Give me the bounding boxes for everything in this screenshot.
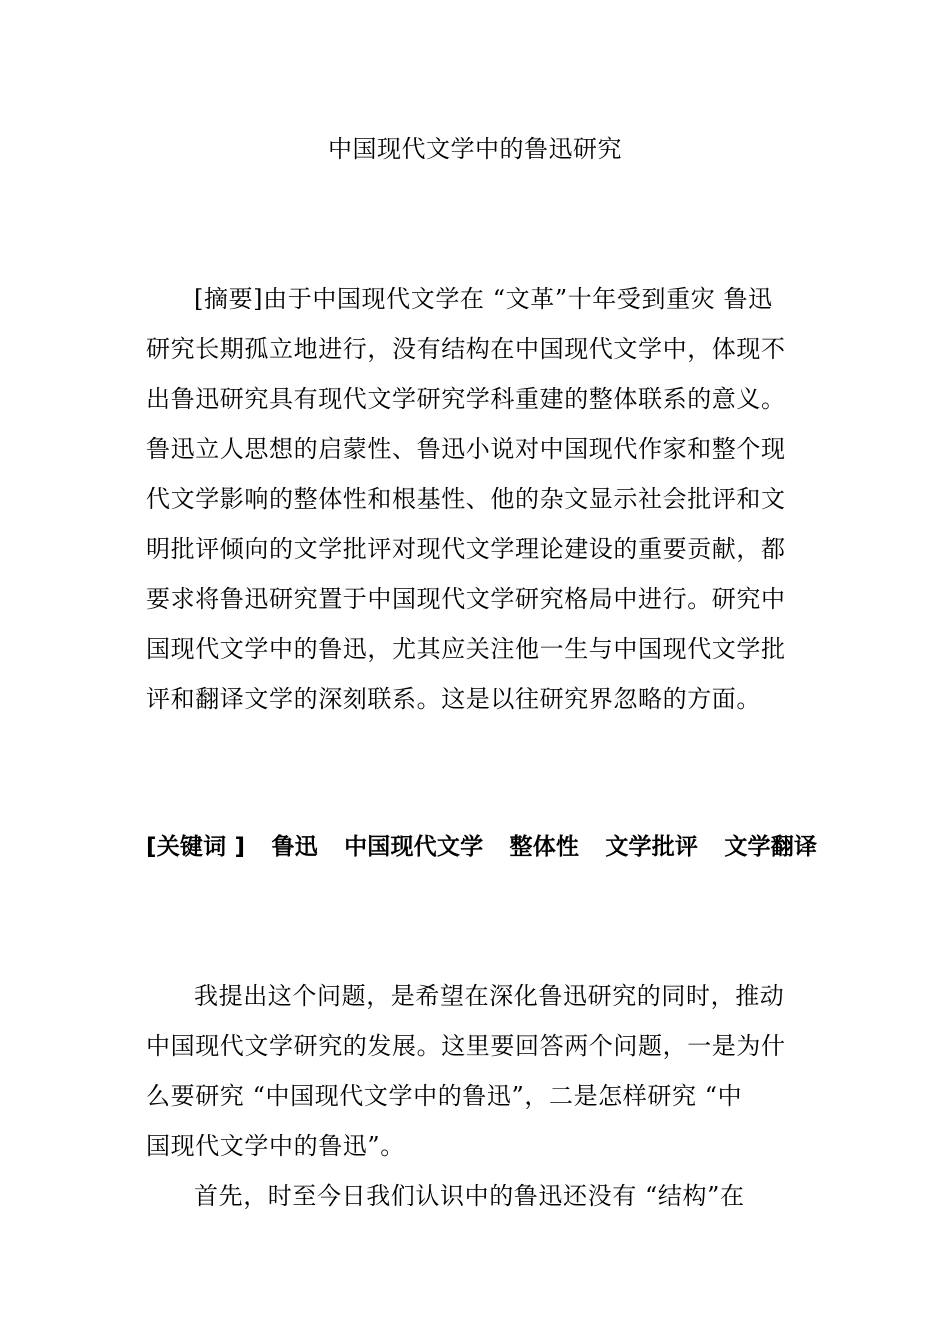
body-line: 国现代文学中的鲁迅”。: [146, 1132, 405, 1160]
abstract-line: 评和翻译文学的深刻联系。这是以往研究界忽略的方面。: [146, 685, 761, 713]
body-line: 首先，时至今日我们认识中的鲁迅还没有 “结构”在: [194, 1182, 745, 1210]
abstract-paragraph: [146, 274, 810, 724]
keyword: 中国现代文学: [344, 834, 484, 860]
keyword: 鲁迅: [271, 834, 318, 860]
abstract-line: 要求将鲁迅研究置于中国现代文学研究格局中进行。研究中: [146, 585, 786, 613]
body-line: 么要研究 “中国现代文学中的鲁迅”，二是怎样研究 “中: [146, 1082, 743, 1110]
abstract-line: 鲁迅立人思想的启蒙性、鲁迅小说对中国现代作家和整个现: [146, 435, 786, 463]
abstract-line: [摘要]由于中国现代文学在 “文革”十年受到重灾 鲁迅: [194, 285, 773, 313]
abstract-line: 研究长期孤立地进行，没有结构在中国现代文学中，体现不: [146, 335, 786, 363]
abstract-line: 国现代文学中的鲁迅，尤其应关注他一生与中国现代文学批: [146, 635, 786, 663]
abstract-line: 代文学影响的整体性和根基性、他的杂文显示社会批评和文: [146, 485, 786, 513]
keyword: 文学批评: [605, 834, 699, 860]
keyword: 文学翻译: [724, 834, 818, 860]
body-line: 中国现代文学研究的发展。这里要回答两个问题，一是为什: [146, 1032, 786, 1060]
document-title: 中国现代文学中的鲁迅研究: [328, 135, 622, 163]
abstract-line: 出鲁迅研究具有现代文学研究学科重建的整体联系的意义。: [146, 385, 786, 413]
keywords-line: [146, 822, 818, 872]
body-paragraphs: [146, 971, 810, 1221]
keyword: 整体性: [509, 834, 580, 860]
body-line: 我提出这个问题，是希望在深化鲁迅研究的同时，推动: [194, 982, 785, 1010]
keywords-label: [关键词 ]: [146, 834, 246, 860]
abstract-line: 明批评倾向的文学批评对现代文学理论建设的重要贡献，都: [146, 535, 786, 563]
